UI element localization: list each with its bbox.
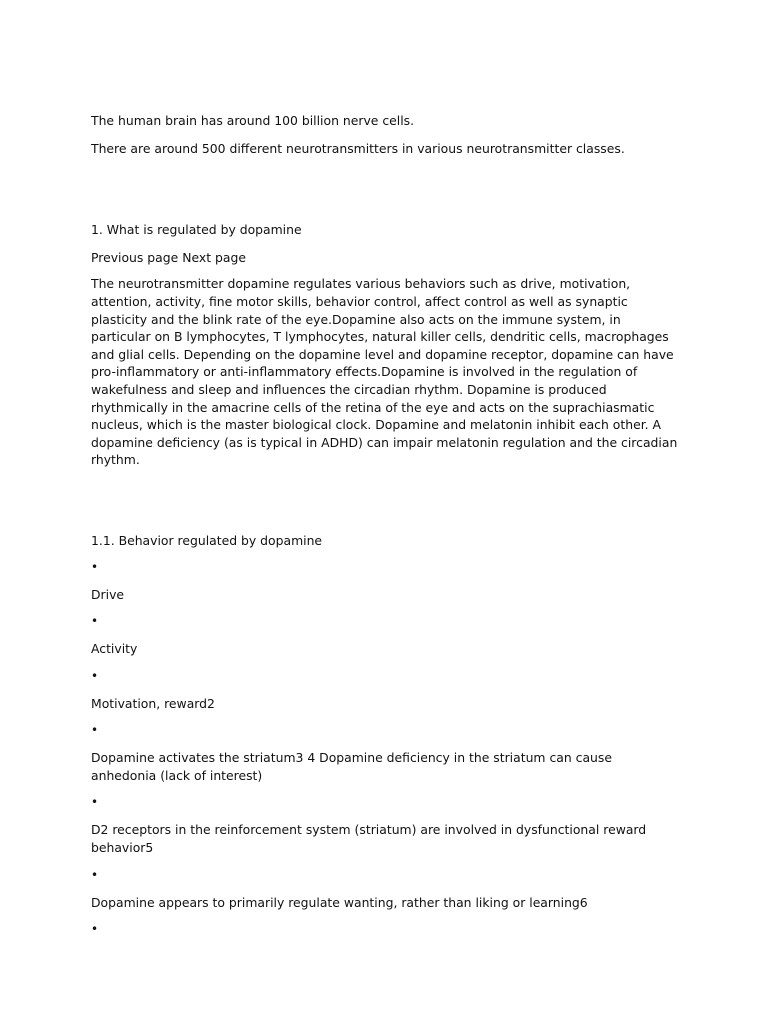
list-item: Dopamine activates the striatum3 4 Dopamine deficiency in the striatum can cause anhedonia (lack of interest): [91, 750, 612, 783]
bullet-marker: •: [91, 559, 99, 574]
document-content: [91, 112, 679, 948]
subsection-heading-behavior: 1.1. Behavior regulated by dopamine: [91, 532, 323, 548]
list-item: D2 receptors in the reinforcement system (striatum) are involved in dysfunctional reward behavior5: [91, 822, 647, 856]
previous-page-link[interactable]: Previous page: [91, 249, 179, 265]
bullet-marker: •: [91, 614, 99, 629]
bullet-marker: •: [91, 723, 99, 738]
list-item: Dopamine appears to primarily regulate wanting, rather than liking or learning6: [91, 894, 588, 910]
bullet-marker: •: [91, 668, 99, 683]
bullet-marker: •: [91, 922, 99, 937]
section-heading-dopamine-regulation: 1. What is regulated by dopamine: [91, 222, 302, 238]
bullet-marker: •: [91, 867, 99, 882]
list-item: Motivation, reward2: [91, 695, 215, 711]
bullet-marker: •: [91, 795, 99, 810]
next-page-link[interactable]: Next page: [182, 249, 246, 265]
dopamine-paragraph: The neurotransmitter dopamine regulates various behaviors such as drive, motivation, attention, activity, fine motor skills, behavior control, affect control as well as synaptic plasticity and the blink rate of the eye.Dopamine also acts on the immune system, in particular on B lymphocytes, T lymphocytes, natural killer cells, dendritic cells, macrophages and glial cells. Depending on the dopamine level and dopamine receptor, dopamine can have pro-inflammatory or anti-inflammatory effects.Dopamine is involved in the regulation of wakefulness and sleep and influences the circadian rhythm. Dopamine is produced rhythmically in the amacrine cells of the retina of the eye and acts on the suprachiasmatic nucleus, which is the master biological clock. Dopamine and melatonin inhibit each other. A dopamine deficiency (as is typical in ADHD) can impair melatonin regulation and the circadian rhythm.: [91, 276, 678, 468]
page-navigation: [91, 249, 679, 267]
intro-line-brain-cells: The human brain has around 100 billion nerve cells.: [91, 113, 415, 128]
intro-line-neurotransmitters: There are around 500 different neurotransmitters in various neurotransmitter classes.: [91, 140, 625, 156]
list-item: Drive: [91, 586, 125, 602]
list-item: Activity: [91, 641, 138, 657]
